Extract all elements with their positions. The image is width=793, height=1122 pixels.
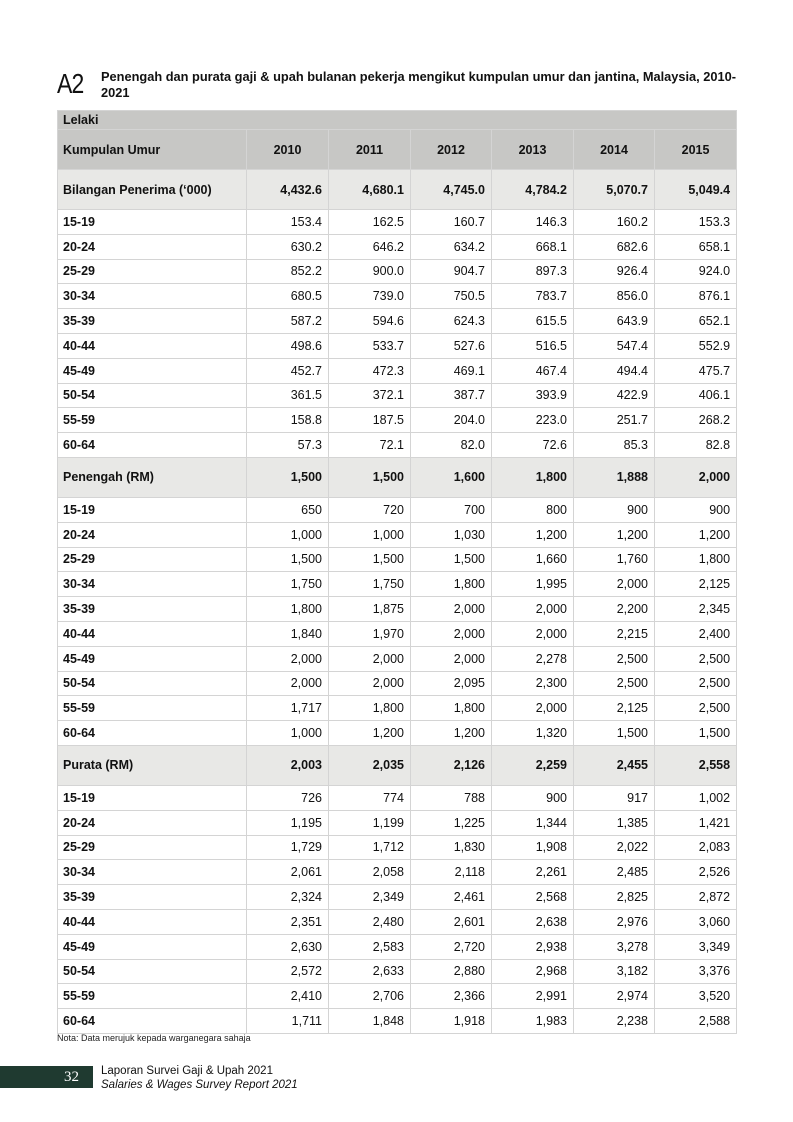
table-row bbox=[58, 234, 737, 259]
value-cell: 739.0 bbox=[329, 284, 411, 309]
value-cell: 2,061 bbox=[247, 860, 329, 885]
group-total-cell: 4,432.6 bbox=[247, 170, 329, 210]
value-cell: 924.0 bbox=[655, 259, 737, 284]
group-row bbox=[58, 170, 737, 210]
group-total-cell: 2,035 bbox=[329, 745, 411, 785]
value-cell: 2,200 bbox=[574, 597, 655, 622]
value-cell: 547.4 bbox=[574, 333, 655, 358]
table-row bbox=[58, 547, 737, 572]
value-cell: 1,199 bbox=[329, 810, 411, 835]
value-cell: 2,000 bbox=[492, 696, 574, 721]
group-total-cell: 1,800 bbox=[492, 457, 574, 497]
table-row bbox=[58, 860, 737, 885]
group-row bbox=[58, 457, 737, 497]
value-cell: 160.2 bbox=[574, 210, 655, 235]
value-cell: 1,983 bbox=[492, 1009, 574, 1034]
table-code: A2 bbox=[57, 68, 84, 99]
section-label: Lelaki bbox=[58, 111, 737, 130]
value-cell: 652.1 bbox=[655, 309, 737, 334]
age-group-cell: 55-59 bbox=[58, 984, 247, 1009]
value-cell: 2,630 bbox=[247, 934, 329, 959]
value-cell: 2,118 bbox=[411, 860, 492, 885]
age-group-cell: 25-29 bbox=[58, 835, 247, 860]
value-cell: 904.7 bbox=[411, 259, 492, 284]
value-cell: 1,711 bbox=[247, 1009, 329, 1034]
value-cell: 516.5 bbox=[492, 333, 574, 358]
value-cell: 3,182 bbox=[574, 959, 655, 984]
report-title-en: Salaries & Wages Survey Report 2021 bbox=[101, 1079, 298, 1091]
table-row bbox=[58, 934, 737, 959]
value-cell: 146.3 bbox=[492, 210, 574, 235]
group-total-cell: 1,888 bbox=[574, 457, 655, 497]
group-total-cell: 2,003 bbox=[247, 745, 329, 785]
table-row bbox=[58, 696, 737, 721]
value-cell: 1,500 bbox=[411, 547, 492, 572]
value-cell: 2,351 bbox=[247, 909, 329, 934]
age-group-cell: 30-34 bbox=[58, 284, 247, 309]
value-cell: 2,125 bbox=[574, 696, 655, 721]
table-row bbox=[58, 522, 737, 547]
value-cell: 2,991 bbox=[492, 984, 574, 1009]
report-title-ms: Laporan Survei Gaji & Upah 2021 bbox=[101, 1065, 273, 1077]
value-cell: 393.9 bbox=[492, 383, 574, 408]
value-cell: 700 bbox=[411, 497, 492, 522]
value-cell: 3,278 bbox=[574, 934, 655, 959]
value-cell: 2,633 bbox=[329, 959, 411, 984]
value-cell: 2,345 bbox=[655, 597, 737, 622]
value-cell: 1,225 bbox=[411, 810, 492, 835]
age-group-cell: 40-44 bbox=[58, 909, 247, 934]
value-cell: 2,500 bbox=[655, 671, 737, 696]
value-cell: 2,000 bbox=[492, 597, 574, 622]
age-group-cell: 55-59 bbox=[58, 696, 247, 721]
age-group-cell: 15-19 bbox=[58, 210, 247, 235]
value-cell: 650 bbox=[247, 497, 329, 522]
value-cell: 852.2 bbox=[247, 259, 329, 284]
table-row bbox=[58, 284, 737, 309]
age-group-cell: 20-24 bbox=[58, 522, 247, 547]
value-cell: 82.0 bbox=[411, 433, 492, 458]
table-row bbox=[58, 721, 737, 746]
value-cell: 57.3 bbox=[247, 433, 329, 458]
value-cell: 1,729 bbox=[247, 835, 329, 860]
group-total-cell: 4,784.2 bbox=[492, 170, 574, 210]
table-row bbox=[58, 497, 737, 522]
value-cell: 800 bbox=[492, 497, 574, 522]
value-cell: 587.2 bbox=[247, 309, 329, 334]
table-body bbox=[58, 170, 737, 1034]
value-cell: 2,588 bbox=[655, 1009, 737, 1034]
table-row bbox=[58, 597, 737, 622]
value-cell: 158.8 bbox=[247, 408, 329, 433]
value-cell: 1,908 bbox=[492, 835, 574, 860]
value-cell: 630.2 bbox=[247, 234, 329, 259]
value-cell: 82.8 bbox=[655, 433, 737, 458]
value-cell: 3,349 bbox=[655, 934, 737, 959]
value-cell: 2,601 bbox=[411, 909, 492, 934]
group-row bbox=[58, 745, 737, 785]
age-group-cell: 45-49 bbox=[58, 358, 247, 383]
value-cell: 2,238 bbox=[574, 1009, 655, 1034]
value-cell: 72.6 bbox=[492, 433, 574, 458]
value-cell: 472.3 bbox=[329, 358, 411, 383]
value-cell: 2,938 bbox=[492, 934, 574, 959]
value-cell: 2,872 bbox=[655, 885, 737, 910]
value-cell: 856.0 bbox=[574, 284, 655, 309]
age-group-cell: 35-39 bbox=[58, 885, 247, 910]
value-cell: 646.2 bbox=[329, 234, 411, 259]
value-cell: 1,000 bbox=[329, 522, 411, 547]
value-cell: 1,200 bbox=[411, 721, 492, 746]
value-cell: 658.1 bbox=[655, 234, 737, 259]
age-group-cell: 20-24 bbox=[58, 810, 247, 835]
value-cell: 1,717 bbox=[247, 696, 329, 721]
value-cell: 2,974 bbox=[574, 984, 655, 1009]
value-cell: 2,000 bbox=[411, 597, 492, 622]
value-cell: 2,968 bbox=[492, 959, 574, 984]
table-title: Penengah dan purata gaji & upah bulanan pekerja mengikut kumpulan umur dan jantina, Malaysia, 2010-2021 bbox=[101, 69, 737, 100]
group-label: Purata (RM) bbox=[58, 745, 247, 785]
value-cell: 1,918 bbox=[411, 1009, 492, 1034]
age-group-cell: 40-44 bbox=[58, 621, 247, 646]
value-cell: 2,638 bbox=[492, 909, 574, 934]
value-cell: 2,410 bbox=[247, 984, 329, 1009]
column-header: Kumpulan Umur bbox=[58, 130, 247, 170]
table-row bbox=[58, 433, 737, 458]
value-cell: 2,261 bbox=[492, 860, 574, 885]
value-cell: 1,750 bbox=[247, 572, 329, 597]
column-header-row bbox=[58, 130, 737, 170]
age-group-cell: 35-39 bbox=[58, 309, 247, 334]
table-row bbox=[58, 408, 737, 433]
value-cell: 1,750 bbox=[329, 572, 411, 597]
value-cell: 1,800 bbox=[411, 696, 492, 721]
age-group-cell: 45-49 bbox=[58, 646, 247, 671]
value-cell: 494.4 bbox=[574, 358, 655, 383]
value-cell: 160.7 bbox=[411, 210, 492, 235]
value-cell: 1,970 bbox=[329, 621, 411, 646]
value-cell: 900.0 bbox=[329, 259, 411, 284]
report-title bbox=[101, 1064, 298, 1092]
age-group-cell: 30-34 bbox=[58, 860, 247, 885]
value-cell: 2,000 bbox=[411, 621, 492, 646]
page-number: 32 bbox=[0, 1066, 93, 1088]
age-group-cell: 50-54 bbox=[58, 383, 247, 408]
value-cell: 406.1 bbox=[655, 383, 737, 408]
group-label: Penengah (RM) bbox=[58, 457, 247, 497]
group-label: Bilangan Penerima (‘000) bbox=[58, 170, 247, 210]
column-header: 2010 bbox=[247, 130, 329, 170]
value-cell: 2,083 bbox=[655, 835, 737, 860]
section-row bbox=[58, 111, 737, 130]
group-total-cell: 5,070.7 bbox=[574, 170, 655, 210]
value-cell: 624.3 bbox=[411, 309, 492, 334]
group-total-cell: 2,558 bbox=[655, 745, 737, 785]
value-cell: 187.5 bbox=[329, 408, 411, 433]
value-cell: 2,058 bbox=[329, 860, 411, 885]
value-cell: 387.7 bbox=[411, 383, 492, 408]
value-cell: 361.5 bbox=[247, 383, 329, 408]
table-row bbox=[58, 621, 737, 646]
column-header: 2015 bbox=[655, 130, 737, 170]
value-cell: 1,995 bbox=[492, 572, 574, 597]
age-group-cell: 25-29 bbox=[58, 259, 247, 284]
age-group-cell: 60-64 bbox=[58, 721, 247, 746]
value-cell: 897.3 bbox=[492, 259, 574, 284]
value-cell: 720 bbox=[329, 497, 411, 522]
group-total-cell: 5,049.4 bbox=[655, 170, 737, 210]
value-cell: 2,583 bbox=[329, 934, 411, 959]
value-cell: 372.1 bbox=[329, 383, 411, 408]
value-cell: 1,875 bbox=[329, 597, 411, 622]
age-group-cell: 55-59 bbox=[58, 408, 247, 433]
age-group-cell: 30-34 bbox=[58, 572, 247, 597]
value-cell: 2,500 bbox=[655, 696, 737, 721]
value-cell: 680.5 bbox=[247, 284, 329, 309]
value-cell: 85.3 bbox=[574, 433, 655, 458]
data-table bbox=[57, 110, 737, 1034]
value-cell: 3,060 bbox=[655, 909, 737, 934]
value-cell: 3,520 bbox=[655, 984, 737, 1009]
table-row bbox=[58, 959, 737, 984]
table-row bbox=[58, 909, 737, 934]
value-cell: 726 bbox=[247, 785, 329, 810]
table-row bbox=[58, 810, 737, 835]
table-row bbox=[58, 333, 737, 358]
value-cell: 2,572 bbox=[247, 959, 329, 984]
table-row bbox=[58, 309, 737, 334]
value-cell: 533.7 bbox=[329, 333, 411, 358]
value-cell: 475.7 bbox=[655, 358, 737, 383]
value-cell: 668.1 bbox=[492, 234, 574, 259]
value-cell: 1,344 bbox=[492, 810, 574, 835]
group-total-cell: 1,500 bbox=[247, 457, 329, 497]
value-cell: 1,500 bbox=[329, 547, 411, 572]
value-cell: 900 bbox=[574, 497, 655, 522]
group-total-cell: 4,745.0 bbox=[411, 170, 492, 210]
value-cell: 1,421 bbox=[655, 810, 737, 835]
value-cell: 2,125 bbox=[655, 572, 737, 597]
age-group-cell: 45-49 bbox=[58, 934, 247, 959]
value-cell: 615.5 bbox=[492, 309, 574, 334]
value-cell: 900 bbox=[492, 785, 574, 810]
value-cell: 2,366 bbox=[411, 984, 492, 1009]
table-row bbox=[58, 646, 737, 671]
value-cell: 900 bbox=[655, 497, 737, 522]
table-row bbox=[58, 671, 737, 696]
value-cell: 2,278 bbox=[492, 646, 574, 671]
value-cell: 2,825 bbox=[574, 885, 655, 910]
age-group-cell: 15-19 bbox=[58, 785, 247, 810]
value-cell: 1,830 bbox=[411, 835, 492, 860]
value-cell: 2,000 bbox=[247, 671, 329, 696]
value-cell: 1,760 bbox=[574, 547, 655, 572]
value-cell: 594.6 bbox=[329, 309, 411, 334]
table-row bbox=[58, 1009, 737, 1034]
value-cell: 2,500 bbox=[574, 646, 655, 671]
value-cell: 1,840 bbox=[247, 621, 329, 646]
value-cell: 1,712 bbox=[329, 835, 411, 860]
value-cell: 1,385 bbox=[574, 810, 655, 835]
value-cell: 3,376 bbox=[655, 959, 737, 984]
table-header bbox=[57, 67, 747, 107]
table-row bbox=[58, 785, 737, 810]
value-cell: 876.1 bbox=[655, 284, 737, 309]
value-cell: 682.6 bbox=[574, 234, 655, 259]
group-total-cell: 1,600 bbox=[411, 457, 492, 497]
value-cell: 1,800 bbox=[655, 547, 737, 572]
value-cell: 917 bbox=[574, 785, 655, 810]
value-cell: 251.7 bbox=[574, 408, 655, 433]
value-cell: 1,800 bbox=[247, 597, 329, 622]
value-cell: 1,500 bbox=[574, 721, 655, 746]
table-row bbox=[58, 383, 737, 408]
age-group-cell: 35-39 bbox=[58, 597, 247, 622]
age-group-cell: 50-54 bbox=[58, 671, 247, 696]
value-cell: 1,200 bbox=[329, 721, 411, 746]
value-cell: 1,500 bbox=[247, 547, 329, 572]
value-cell: 552.9 bbox=[655, 333, 737, 358]
value-cell: 2,095 bbox=[411, 671, 492, 696]
group-total-cell: 2,126 bbox=[411, 745, 492, 785]
value-cell: 2,400 bbox=[655, 621, 737, 646]
value-cell: 2,976 bbox=[574, 909, 655, 934]
value-cell: 2,000 bbox=[411, 646, 492, 671]
value-cell: 2,349 bbox=[329, 885, 411, 910]
table-row bbox=[58, 835, 737, 860]
table-row bbox=[58, 885, 737, 910]
group-total-cell: 2,259 bbox=[492, 745, 574, 785]
table-row bbox=[58, 358, 737, 383]
value-cell: 268.2 bbox=[655, 408, 737, 433]
value-cell: 469.1 bbox=[411, 358, 492, 383]
value-cell: 783.7 bbox=[492, 284, 574, 309]
value-cell: 2,500 bbox=[574, 671, 655, 696]
value-cell: 1,195 bbox=[247, 810, 329, 835]
value-cell: 1,848 bbox=[329, 1009, 411, 1034]
value-cell: 2,000 bbox=[247, 646, 329, 671]
age-group-cell: 60-64 bbox=[58, 433, 247, 458]
value-cell: 452.7 bbox=[247, 358, 329, 383]
table-row bbox=[58, 572, 737, 597]
group-total-cell: 1,500 bbox=[329, 457, 411, 497]
table-note: Nota: Data merujuk kepada warganegara sahaja bbox=[57, 1033, 251, 1043]
value-cell: 1,200 bbox=[574, 522, 655, 547]
value-cell: 2,461 bbox=[411, 885, 492, 910]
value-cell: 162.5 bbox=[329, 210, 411, 235]
value-cell: 2,526 bbox=[655, 860, 737, 885]
value-cell: 1,030 bbox=[411, 522, 492, 547]
value-cell: 2,000 bbox=[329, 671, 411, 696]
value-cell: 2,300 bbox=[492, 671, 574, 696]
value-cell: 2,568 bbox=[492, 885, 574, 910]
column-header: 2011 bbox=[329, 130, 411, 170]
value-cell: 1,660 bbox=[492, 547, 574, 572]
value-cell: 1,000 bbox=[247, 522, 329, 547]
value-cell: 204.0 bbox=[411, 408, 492, 433]
group-total-cell: 2,000 bbox=[655, 457, 737, 497]
value-cell: 1,500 bbox=[655, 721, 737, 746]
age-group-cell: 50-54 bbox=[58, 959, 247, 984]
table-row bbox=[58, 210, 737, 235]
column-header: 2012 bbox=[411, 130, 492, 170]
value-cell: 2,706 bbox=[329, 984, 411, 1009]
age-group-cell: 25-29 bbox=[58, 547, 247, 572]
table-row bbox=[58, 259, 737, 284]
value-cell: 2,000 bbox=[574, 572, 655, 597]
value-cell: 1,800 bbox=[411, 572, 492, 597]
value-cell: 1,200 bbox=[655, 522, 737, 547]
value-cell: 1,200 bbox=[492, 522, 574, 547]
column-header: 2013 bbox=[492, 130, 574, 170]
value-cell: 498.6 bbox=[247, 333, 329, 358]
value-cell: 643.9 bbox=[574, 309, 655, 334]
value-cell: 1,800 bbox=[329, 696, 411, 721]
value-cell: 2,880 bbox=[411, 959, 492, 984]
value-cell: 788 bbox=[411, 785, 492, 810]
value-cell: 2,500 bbox=[655, 646, 737, 671]
value-cell: 1,000 bbox=[247, 721, 329, 746]
value-cell: 223.0 bbox=[492, 408, 574, 433]
age-group-cell: 15-19 bbox=[58, 497, 247, 522]
value-cell: 467.4 bbox=[492, 358, 574, 383]
age-group-cell: 20-24 bbox=[58, 234, 247, 259]
column-header: 2014 bbox=[574, 130, 655, 170]
value-cell: 2,720 bbox=[411, 934, 492, 959]
value-cell: 153.3 bbox=[655, 210, 737, 235]
value-cell: 2,022 bbox=[574, 835, 655, 860]
value-cell: 2,485 bbox=[574, 860, 655, 885]
value-cell: 1,002 bbox=[655, 785, 737, 810]
age-group-cell: 40-44 bbox=[58, 333, 247, 358]
value-cell: 2,215 bbox=[574, 621, 655, 646]
group-total-cell: 4,680.1 bbox=[329, 170, 411, 210]
value-cell: 72.1 bbox=[329, 433, 411, 458]
value-cell: 926.4 bbox=[574, 259, 655, 284]
age-group-cell: 60-64 bbox=[58, 1009, 247, 1034]
value-cell: 634.2 bbox=[411, 234, 492, 259]
value-cell: 527.6 bbox=[411, 333, 492, 358]
value-cell: 2,000 bbox=[492, 621, 574, 646]
value-cell: 774 bbox=[329, 785, 411, 810]
value-cell: 1,320 bbox=[492, 721, 574, 746]
value-cell: 2,000 bbox=[329, 646, 411, 671]
value-cell: 2,480 bbox=[329, 909, 411, 934]
value-cell: 750.5 bbox=[411, 284, 492, 309]
group-total-cell: 2,455 bbox=[574, 745, 655, 785]
value-cell: 2,324 bbox=[247, 885, 329, 910]
value-cell: 422.9 bbox=[574, 383, 655, 408]
value-cell: 153.4 bbox=[247, 210, 329, 235]
table-row bbox=[58, 984, 737, 1009]
